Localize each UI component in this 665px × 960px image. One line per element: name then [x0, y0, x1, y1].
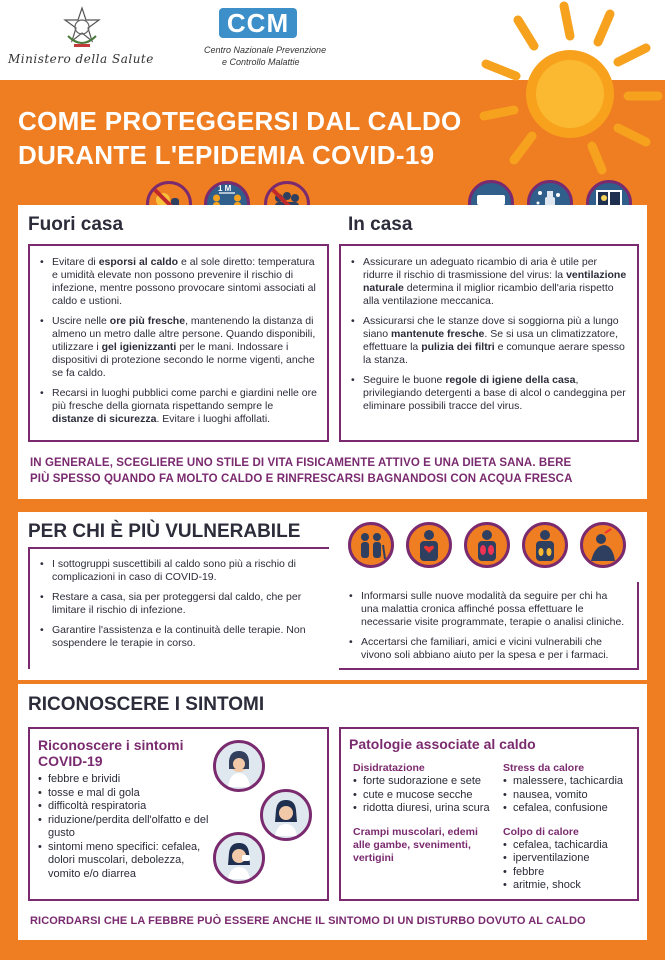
lifestyle-banner-line2: PIÙ SPESSO QUANDO FA MOLTO CALDO E RINFRESCARSI BAGNANDOSI CON ACQUA FRESCA [30, 473, 573, 485]
casa-item-text: . Se si usa un climatizzatore, effettuare la [363, 328, 619, 353]
vulnerabile-right-box [339, 582, 639, 670]
casa-item-bold: pulizia dei filtri [421, 341, 495, 353]
disidratazione-item: • ridotta diuresi, urina scura [353, 802, 503, 816]
woman-fever-icon [213, 740, 265, 792]
fuori-item-bold: gel igienizzanti [101, 341, 177, 353]
fuori-item [40, 387, 317, 426]
fuori-item-text: Evitare di [52, 256, 99, 268]
sintomi-heading: RICONOSCERE I SINTOMI [28, 694, 265, 715]
casa-item [351, 256, 627, 308]
vulnerabile-right-list [349, 590, 627, 662]
colpo-item: • aritmie, shock [503, 879, 635, 893]
stress-group [503, 762, 635, 893]
colpo-list [503, 839, 635, 893]
covid-symptom: • difficoltà respiratoria [38, 800, 218, 814]
casa-item-text: Assicurarsi che le stanze dove si soggiorna più a lungo siano [363, 315, 619, 340]
vulnerabile-left-box [28, 547, 329, 669]
fuori-item-text: , mantenendo la distanza di almeno un metro dalle altre persone. Quando disponibili, utilizzare i [52, 315, 316, 353]
colpo-item: • febbre [503, 866, 635, 880]
stress-item: • cefalea, confusione [503, 802, 635, 816]
stress-list [503, 775, 635, 816]
fuori-casa-list [40, 256, 317, 426]
lungs-patient-icon [464, 522, 510, 568]
in-casa-box [339, 244, 639, 442]
disidratazione-item: • forte sudorazione e sete [353, 775, 503, 789]
vulnerabile-heading: PER CHI È PIÙ VULNERABILE [28, 521, 301, 542]
casa-item-text: , privilegiando detergenti a base di alcol o candeggina per eliminare possibili tracce del virus. [363, 374, 626, 412]
elderly-couple-icon [348, 522, 394, 568]
in-casa-heading: In casa [348, 214, 413, 235]
woman-coughing-icon [213, 832, 265, 884]
crampi-title: Crampi muscolari, edemi alle gambe, svenimenti, vertigini [353, 825, 478, 864]
in-casa-list [351, 256, 627, 413]
covid-symptom: • tosse e mal di gola [38, 787, 218, 801]
colpo-item: • cefalea, tachicardia [503, 839, 635, 853]
vulnerabile-item: • Garantire l'assistenza e la continuità delle terapie. Non sospendere le terapie in corso. [40, 624, 319, 650]
heart-patient-icon [406, 522, 452, 568]
fuori-casa-heading: Fuori casa [28, 214, 124, 235]
fuori-item-bold: distanze di sicurezza [52, 413, 157, 425]
stress-title: Stress da calore [503, 762, 585, 774]
heat-pathologies-box [339, 727, 639, 901]
stress-item: • malessere, tachicardia [503, 775, 635, 789]
vulnerabile-item: • Informarsi sulle nuove modalità da seguire per chi ha una malattia cronica affinché possa effettuare le necessarie visite programmate, terapie o analisi cliniche. [349, 590, 627, 629]
colpo-title: Colpo di calore [503, 825, 579, 838]
fuori-item-bold: esporsi al caldo [98, 256, 179, 268]
ccm-logo: CCM [219, 8, 297, 38]
covid-symptoms-heading-1: Riconoscere i sintomi [38, 737, 184, 753]
lifestyle-banner-line1: IN GENERALE, SCEGLIERE UNO STILE DI VITA FISICAMENTE ATTIVO E UNA DIETA SANA. BERE [30, 457, 572, 469]
sun-icon [478, 0, 665, 175]
page-title [18, 104, 462, 172]
casa-item-text: determina il miglior ricambio dell'aria rispetto alla ventilazione meccanica. [363, 282, 614, 307]
covid-symptom: • riduzione/perdita dell'olfatto e del gusto [38, 814, 218, 841]
casa-item-bold: regole di igiene della casa [445, 374, 576, 386]
page-title-line1: COME PROTEGGERSI DAL CALDO [18, 106, 462, 136]
casa-item-text: e comunque aerare spesso la stanza. [363, 341, 625, 366]
covid-symptom: • febbre e brividi [38, 773, 218, 787]
ccm-subtitle [204, 44, 344, 68]
colpo-item: • iperventilazione [503, 852, 635, 866]
page-title-line2: DURANTE L'EPIDEMIA COVID-19 [18, 140, 435, 170]
covid-symptom: • sintomi meno specifici: cefalea, dolori muscolari, debolezza, vomito e/o diarrea [38, 841, 218, 882]
italian-emblem-icon [62, 6, 102, 50]
fever-reminder-banner: RICORDARSI CHE LA FEBBRE PUÒ ESSERE ANCHE IL SINTOMO DI UN DISTURBO DOVUTO AL CALDO [30, 915, 586, 927]
disidratazione-group [353, 762, 503, 865]
casa-item-bold: ventilazione naturale [363, 269, 627, 294]
covid-symptoms-list [38, 773, 218, 881]
casa-item-bold: mantenute fresche [391, 328, 485, 340]
ministry-name: Ministero della Salute [8, 52, 154, 66]
covid-symptoms-heading-2: COVID-19 [38, 753, 103, 769]
disidratazione-list [353, 775, 503, 816]
casa-item [351, 315, 627, 367]
fuori-item [40, 256, 317, 308]
fuori-item [40, 315, 317, 380]
fuori-casa-box [28, 244, 329, 442]
vulnerabile-item: • Restare a casa, sia per proteggersi dal caldo, che per limitare il rischio di infezione. [40, 591, 319, 617]
casa-item-text: Assicurare un adeguato ricambio di aria è utile per ridurre il rischio di trasmissione del virus: la [363, 256, 598, 281]
vulnerabile-item: • Accertarsi che familiari, amici e vicini vulnerabili che vivono soli abbiano aiuto per la spesa e per i farmaci. [349, 636, 627, 662]
casa-item-text: Seguire le buone [363, 374, 446, 386]
distressed-person-icon [580, 522, 626, 568]
fuori-item-text: Uscire nelle [52, 315, 110, 327]
disidratazione-item: • cute e mucose secche [353, 789, 503, 803]
distance-label: 1 M [218, 184, 232, 193]
vulnerabile-left-list [40, 558, 319, 650]
fuori-item-text: . Evitare i luoghi affollati. [156, 413, 271, 425]
fuori-item-bold: ore più fresche [109, 315, 186, 327]
lifestyle-banner [30, 455, 645, 487]
disidratazione-title: Disidratazione [353, 762, 425, 774]
fuori-item-text: per le mani. Indossare i dispositivi di protezione secondo le norme vigenti, anche se fa caldo. [52, 341, 315, 379]
fuori-item-text: Recarsi in luoghi pubblici come parchi e giardini nelle ore più fresche della giornata rispettando sempre le [52, 387, 317, 412]
fuori-item-text: e al sole diretto: temperatura e umidità elevate non possono prevenire il rischio di infezione, mentre possono provocare sintomi associati al caldo e ustioni. [52, 256, 316, 307]
stress-item: • nausea, vomito [503, 789, 635, 803]
casa-item [351, 374, 627, 413]
ccm-subtitle-line2: e Controllo Malattie [222, 57, 300, 67]
kidney-patient-icon [522, 522, 568, 568]
ccm-subtitle-line1: Centro Nazionale Prevenzione [204, 45, 327, 55]
vulnerabile-item: • I sottogruppi suscettibili al caldo sono più a rischio di complicazioni in caso di COVID-19. [40, 558, 319, 584]
woman-sore-throat-icon [260, 789, 312, 841]
heat-pathologies-heading: Patologie associate al caldo [349, 736, 536, 752]
